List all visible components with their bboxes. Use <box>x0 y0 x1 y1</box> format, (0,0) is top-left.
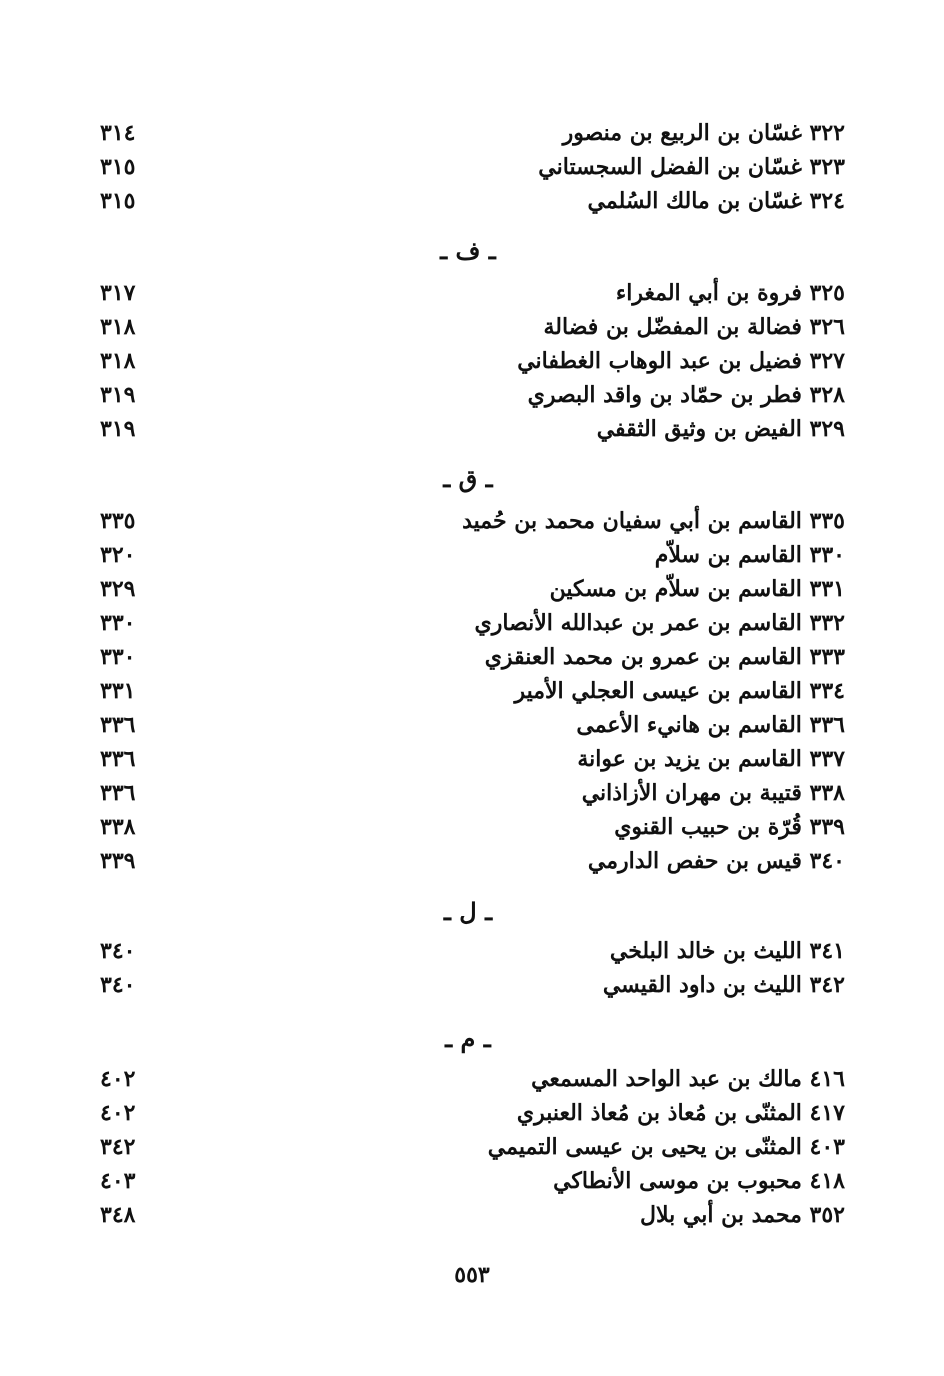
entry-name: ٣٢٣ غسّان بن الفضل السجستاني <box>538 154 845 180</box>
index-entry <box>100 184 845 218</box>
section-heading: ـ ق ـ <box>443 464 493 493</box>
entry-page-number: ٣٣٦ <box>100 780 136 806</box>
index-entry <box>100 412 845 446</box>
index-entry <box>100 378 845 412</box>
entry-page-number: ٣٣١ <box>100 678 136 704</box>
index-entry <box>100 572 845 606</box>
entry-name: ٣٢٨ فطر بن حمّاد بن واقد البصري <box>527 382 845 408</box>
index-entry <box>100 674 845 708</box>
index-entry <box>100 968 845 1002</box>
entry-name: ٣٢٦ فضالة بن المفضّل بن فضالة <box>543 314 845 340</box>
entry-page-number: ٣٤٢ <box>100 1134 136 1160</box>
index-entry <box>100 810 845 844</box>
entry-name: ٣٣٦ القاسم بن هانيء الأعمى <box>576 712 845 738</box>
entry-name: ٣٢٢ غسّان بن الربيع بن منصور <box>562 120 845 146</box>
section-heading: ـ ف ـ <box>440 236 496 265</box>
index-entry <box>100 344 845 378</box>
entry-name: ٤٠٣ المثنّى بن يحيى بن عيسى التميمي <box>487 1134 845 1160</box>
index-entry <box>100 538 845 572</box>
page-number: ٥٥٣ <box>454 1262 490 1288</box>
entry-name: ٣٣٢ القاسم بن عمر بن عبدالله الأنصاري <box>474 610 845 636</box>
entry-name: ٣٣٥ القاسم بن أبي سفيان محمد بن حُميد <box>462 508 845 534</box>
entry-page-number: ٣٣٠ <box>100 610 136 636</box>
index-entry <box>100 1198 845 1232</box>
entry-page-number: ٣١٧ <box>100 280 136 306</box>
section-heading: ـ ل ـ <box>443 897 493 926</box>
entry-page-number: ٣٤٠ <box>100 972 136 998</box>
entry-page-number: ٣٣٦ <box>100 712 136 738</box>
entry-page-number: ٣١٥ <box>100 188 136 214</box>
entry-name: ٣٢٥ فروة بن أبي المغراء <box>615 280 845 306</box>
index-entry <box>100 776 845 810</box>
index-entry <box>100 150 845 184</box>
entry-page-number: ٣٣٦ <box>100 746 136 772</box>
index-entry <box>100 504 845 538</box>
entry-page-number: ٣٤٠ <box>100 938 136 964</box>
entry-page-number: ٣١٩ <box>100 416 136 442</box>
entry-name: ٣٤٢ الليث بن داود القيسي <box>602 972 845 998</box>
entry-page-number: ٣١٨ <box>100 348 136 374</box>
entry-name: ٣٣٤ القاسم بن عيسى العجلي الأمير <box>514 678 845 704</box>
entry-name: ٣٣٩ قُرّة بن حبيب القنوي <box>614 814 845 840</box>
entry-page-number: ٣١٨ <box>100 314 136 340</box>
entry-name: ٣٤٠ قيس بن حفص الدارمي <box>587 848 845 874</box>
entry-name: ٣٢٩ الفيض بن وثيق الثقفي <box>596 416 845 442</box>
entry-name: ٣٣٠ القاسم بن سلاّم <box>654 542 845 568</box>
entry-name: ٣٤١ الليث بن خالد البلخي <box>609 938 845 964</box>
entry-page-number: ٣٣٠ <box>100 644 136 670</box>
entry-page-number: ٣٢٠ <box>100 542 136 568</box>
entry-name: ٤١٨ محبوب بن موسى الأنطاكي <box>553 1168 845 1194</box>
index-entry <box>100 934 845 968</box>
entry-page-number: ٣١٥ <box>100 154 136 180</box>
index-entry <box>100 606 845 640</box>
entry-page-number: ٣٣٥ <box>100 508 136 534</box>
index-entry <box>100 640 845 674</box>
entry-page-number: ٣٣٩ <box>100 848 136 874</box>
entry-name: ٣٥٢ محمد بن أبي بلال <box>639 1202 845 1228</box>
entry-page-number: ٤٠٢ <box>100 1100 136 1126</box>
index-entry <box>100 1096 845 1130</box>
entry-page-number: ٣٢٩ <box>100 576 136 602</box>
index-entry <box>100 844 845 878</box>
entry-name: ٣٣٧ القاسم بن يزيد بن عوانة <box>577 746 845 772</box>
section-heading: ـ م ـ <box>445 1024 491 1053</box>
index-entry <box>100 276 845 310</box>
entry-page-number: ٣٤٨ <box>100 1202 136 1228</box>
entry-page-number: ٤٠٢ <box>100 1066 136 1092</box>
index-entry <box>100 1164 845 1198</box>
entry-page-number: ٣١٩ <box>100 382 136 408</box>
entry-page-number: ٣١٤ <box>100 120 136 146</box>
index-entry <box>100 742 845 776</box>
index-entry <box>100 310 845 344</box>
entry-page-number: ٣٣٨ <box>100 814 136 840</box>
entry-name: ٤١٦ مالك بن عبد الواحد المسمعي <box>531 1066 845 1092</box>
entry-name: ٣٢٤ غسّان بن مالك السُلمي <box>587 188 845 214</box>
index-entry <box>100 116 845 150</box>
index-entry <box>100 1130 845 1164</box>
entry-name: ٣٢٧ فضيل بن عبد الوهاب الغطفاني <box>517 348 845 374</box>
index-entry <box>100 1062 845 1096</box>
entry-name: ٣٣١ القاسم بن سلاّم بن مسكين <box>549 576 845 602</box>
entry-name: ٤١٧ المثنّى بن مُعاذ بن مُعاذ العنبري <box>516 1100 845 1126</box>
entry-page-number: ٤٠٣ <box>100 1168 136 1194</box>
entry-name: ٣٣٨ قتيبة بن مهران الأزاذاني <box>581 780 845 806</box>
entry-name: ٣٣٣ القاسم بن عمرو بن محمد العنقزي <box>484 644 845 670</box>
index-entry <box>100 708 845 742</box>
